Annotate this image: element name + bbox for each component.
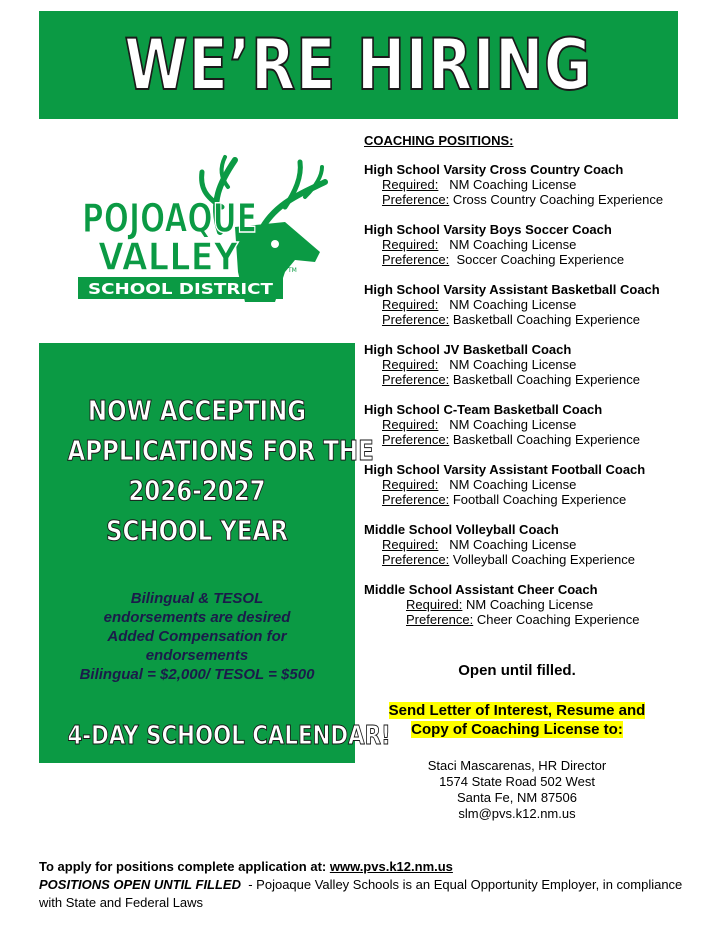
open-until-filled: Open until filled.: [458, 662, 576, 679]
accept-line: SCHOOL YEAR: [105, 514, 289, 547]
accept-line: NOW ACCEPTING: [87, 394, 307, 427]
accept-line: 2026-2027: [128, 474, 266, 507]
required-value: NM Coaching License: [449, 417, 577, 432]
open-notice: POSITIONS OPEN UNTIL FILLED: [39, 877, 241, 892]
position-item: [364, 282, 704, 327]
preference-value: Soccer Coaching Experience: [456, 252, 625, 267]
endorse-line: endorsements: [145, 647, 249, 664]
endorse-line: Bilingual & TESOL: [130, 590, 264, 607]
preference-value: Basketball Coaching Experience: [452, 372, 640, 387]
hiring-banner: [39, 11, 678, 119]
logo-line3: SCHOOL DISTRICT: [88, 280, 274, 298]
contact-city: Santa Fe, NM 87506: [457, 790, 577, 805]
position-item: [364, 582, 704, 627]
required-label: Required:: [382, 357, 439, 372]
logo-line2: VALLEY: [98, 235, 239, 279]
calendar-note: 4-DAY SCHOOL CALENDAR!: [67, 721, 391, 751]
required-label: Required:: [382, 537, 439, 552]
position-item: [364, 342, 704, 387]
preference-label: Preference:: [382, 372, 450, 387]
preference-value: Cheer Coaching Experience: [476, 612, 640, 627]
apply-text: To apply for positions complete application at:: [39, 859, 330, 874]
trademark-mark: TM: [288, 267, 297, 274]
contact-block: [364, 758, 670, 822]
preference-value: Basketball Coaching Experience: [452, 312, 640, 327]
footer: [39, 858, 699, 912]
contact-email[interactable]: slm@pvs.k12.nm.us: [458, 806, 576, 821]
position-title: Middle School Volleyball Coach: [364, 522, 559, 537]
position-title: High School Varsity Boys Soccer Coach: [364, 222, 612, 237]
contact-address: 1574 State Road 502 West: [439, 774, 595, 789]
accepting-panel: [39, 343, 391, 763]
preference-label: Preference:: [382, 252, 450, 267]
preference-value: Football Coaching Experience: [452, 492, 627, 507]
position-title: High School Varsity Assistant Football Coach: [364, 462, 646, 477]
endorsement-note: [39, 589, 355, 684]
required-value: NM Coaching License: [449, 297, 577, 312]
preference-label: Preference:: [382, 432, 450, 447]
position-item: [364, 462, 704, 507]
banner-title: WE’RE HIRING: [124, 24, 593, 106]
position-title: High School Varsity Cross Country Coach: [364, 162, 624, 177]
position-title: High School JV Basketball Coach: [364, 342, 572, 357]
required-value: NM Coaching License: [449, 537, 577, 552]
district-logo: [70, 152, 340, 310]
position-title: Middle School Assistant Cheer Coach: [364, 582, 598, 597]
required-value: NM Coaching License: [449, 177, 577, 192]
preference-label: Preference:: [406, 612, 474, 627]
preference-value: Volleyball Coaching Experience: [452, 552, 635, 567]
endorse-line: Bilingual = $2,000/ TESOL = $500: [79, 666, 315, 683]
preference-label: Preference:: [382, 492, 450, 507]
required-label: Required:: [382, 297, 439, 312]
position-item: [364, 402, 704, 447]
position-title: High School C-Team Basketball Coach: [364, 402, 603, 417]
positions-heading: COACHING POSITIONS:: [364, 133, 514, 148]
required-value: NM Coaching License: [466, 597, 594, 612]
position-title: High School Varsity Assistant Basketball Coach: [364, 282, 660, 297]
position-item: [364, 522, 704, 567]
preference-value: Cross Country Coaching Experience: [452, 192, 664, 207]
required-value: NM Coaching License: [449, 357, 577, 372]
required-label: Required:: [382, 237, 439, 252]
position-item: [364, 162, 704, 207]
required-value: NM Coaching License: [449, 237, 577, 252]
preference-label: Preference:: [382, 552, 450, 567]
send-instructions: [364, 701, 670, 739]
contact-name: Staci Mascarenas, HR Director: [427, 758, 607, 773]
required-label: Required:: [382, 177, 439, 192]
send-line: Send Letter of Interest, Resume and: [388, 702, 646, 719]
apply-link[interactable]: www.pvs.k12.nm.us: [329, 859, 453, 874]
endorse-line: Added Compensation for: [107, 628, 287, 645]
required-label: Required:: [406, 597, 463, 612]
preference-label: Preference:: [382, 312, 450, 327]
accepting-heading: [67, 391, 374, 551]
preference-value: Basketball Coaching Experience: [452, 432, 640, 447]
send-line: Copy of Coaching License to:: [411, 721, 623, 738]
endorse-line: endorsements are desired: [103, 609, 291, 626]
required-label: Required:: [382, 417, 439, 432]
preference-label: Preference:: [382, 192, 450, 207]
coaching-positions: [364, 133, 704, 642]
logo-line1: POJOAQUE: [82, 196, 257, 242]
required-value: NM Coaching License: [449, 477, 577, 492]
accept-line: APPLICATIONS FOR THE: [67, 434, 374, 467]
eoe-statement: - Pojoaque Valley Schools is an Equal Opportunity Employer, in compliance with State and Federal Laws: [39, 877, 683, 910]
required-label: Required:: [382, 477, 439, 492]
position-item: [364, 222, 704, 267]
